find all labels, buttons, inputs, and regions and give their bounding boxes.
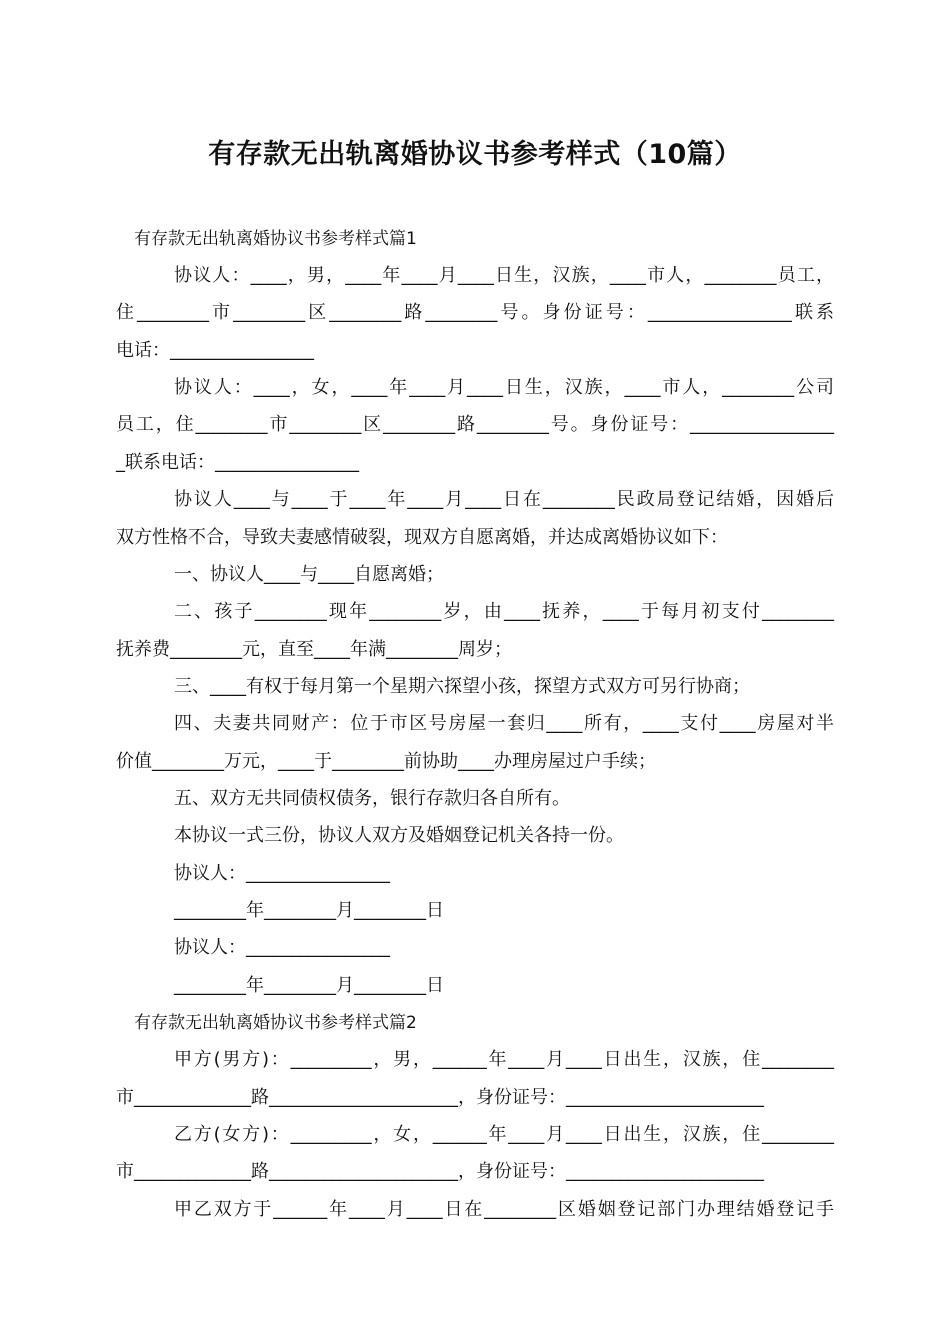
paragraph-line: 市_____________路_____________________，身份证号：______________________ xyxy=(116,1087,764,1108)
paragraph-line: 甲方(男方)：_________，男，______年____月____日出生，汉族，住________ xyxy=(174,1049,834,1070)
clause-line: 一、协议人____与____自愿离婚； xyxy=(174,564,444,585)
date-line: ________年________月________日 xyxy=(174,975,444,996)
section-heading-2: 有存款无出轨离婚协议书参考样式篇2 xyxy=(134,1013,417,1033)
signature-line: 协议人：________________ xyxy=(174,937,390,958)
signature-line: 协议人：________________ xyxy=(174,863,390,884)
paragraph-line: 协议人：____，女，____年____月____日生，汉族，____市人，________公司 xyxy=(174,377,834,398)
date-line: ________年________月________日 xyxy=(174,900,444,921)
paragraph-line: 协议人____与____于____年____月____日在________民政局登记结婚，因婚后 xyxy=(174,489,834,510)
clause-line: 四、夫妻共同财产：位于市区号房屋一套归____所有，____支付____房屋对半 xyxy=(174,713,834,734)
paragraph-line: _联系电话：________________ xyxy=(116,452,359,473)
paragraph-line: 双方性格不合，导致夫妻感情破裂，现双方自愿离婚，并达成离婚协议如下： xyxy=(116,527,728,548)
clause-line: 价值________万元，____于________前协助____办理房屋过户手续； xyxy=(116,751,656,772)
paragraph-line: 协议人：____，男，____年____月____日生，汉族，____市人，________员工， xyxy=(174,265,834,286)
clause-line: 五、双方无共同债权债务，银行存款归各自所有。 xyxy=(174,788,570,809)
clause-line: 三、____有权于每月第一个星期六探望小孩，探望方式双方可另行协商； xyxy=(174,676,750,697)
paragraph-line: 电话：________________ xyxy=(116,340,314,361)
paragraph-line: 住________市________区________路________号。身份证号：________________联系 xyxy=(116,302,834,323)
document-title: 有存款无出轨离婚协议书参考样式（10篇） xyxy=(208,139,742,170)
clause-line: 抚养费________元，直至____年满________周岁； xyxy=(116,639,512,660)
paragraph-line: 市_____________路_____________________，身份证号：______________________ xyxy=(116,1161,764,1182)
paragraph-line: 员工，住________市________区________路________号。身份证号：________________ xyxy=(116,414,834,435)
clause-line: 二、孩子________现年________岁，由____抚养，____于每月初支付________ xyxy=(174,601,834,622)
paragraph-line: 甲乙双方于______年____月____日在________区婚姻登记部门办理结婚登记手 xyxy=(174,1199,834,1220)
paragraph-line: 本协议一式三份，协议人双方及婚姻登记机关各持一份。 xyxy=(174,825,624,846)
paragraph-line: 乙方(女方)：_________，女，______年____月____日出生，汉族，住________ xyxy=(174,1124,834,1145)
section-heading-1: 有存款无出轨离婚协议书参考样式篇1 xyxy=(134,229,417,249)
